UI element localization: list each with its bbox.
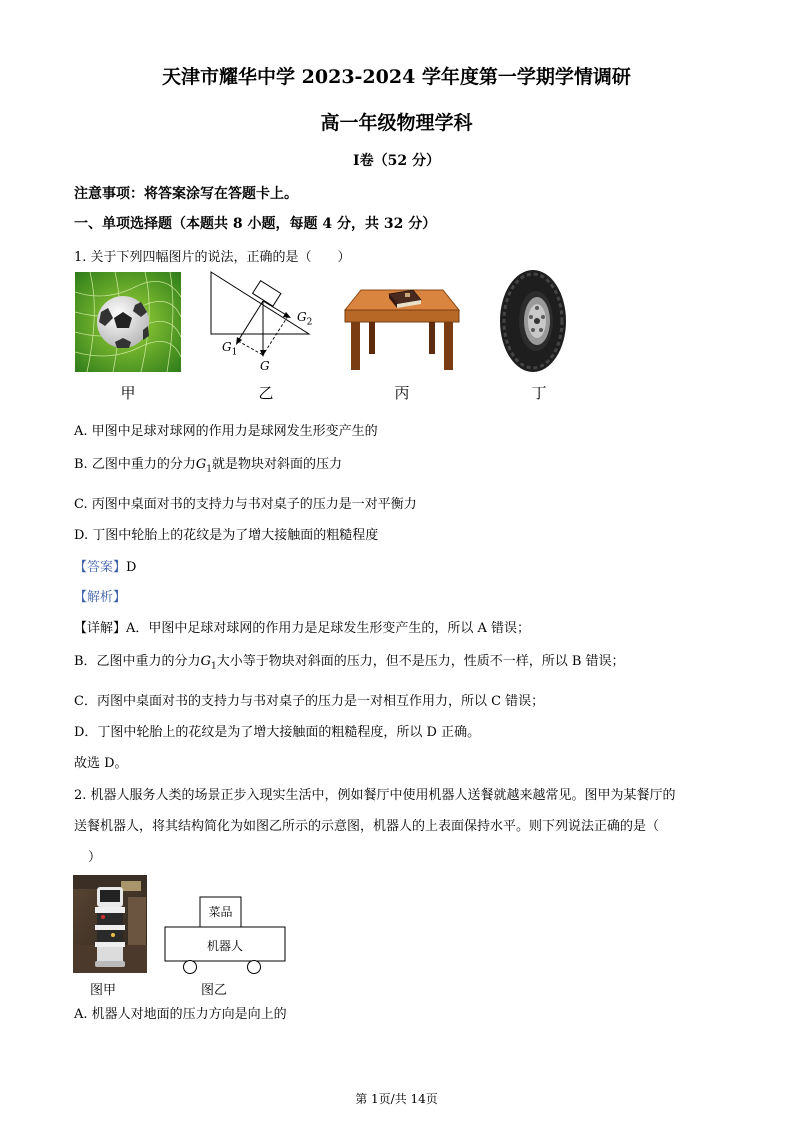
notice: 注意事项：将答案涂写在答题卡上。 xyxy=(74,186,298,202)
figure-bing-table xyxy=(343,284,461,372)
option-c: C. 丙图中桌面对书的支持力与书对桌子的压力是一对平衡力 xyxy=(74,497,417,512)
section-heading: 一、单项选择题（本题共 8 小题，每题 4 分，共 32 分） xyxy=(74,216,437,232)
option-a: A. 甲图中足球对球网的作用力是球网发生形变产生的 xyxy=(74,424,378,439)
figure-robot-schematic xyxy=(163,893,289,975)
figure-yi-incline xyxy=(205,268,315,378)
question-2-stem-line3: ） xyxy=(88,850,102,865)
answer-line xyxy=(74,556,136,575)
label-g2-sub: 2 xyxy=(306,317,313,328)
caption-jia: 甲 xyxy=(120,384,136,402)
label-g: G xyxy=(260,359,270,373)
detail-c: C．丙图中桌面对书的支持力与书对桌子的压力是一对相互作用力，所以 C 错误； xyxy=(74,694,545,709)
figure-robot-photo xyxy=(73,875,147,973)
label-g1-sub: 1 xyxy=(231,347,238,358)
detail-b: B．乙图中重力的分力$G_1$大小等于物块对斜面的压力，但不是压力，性质不一样，所以 B 错误； xyxy=(74,654,625,672)
caption-bing: 丙 xyxy=(394,384,410,402)
answer-tag: 【答案】 xyxy=(74,560,127,575)
exam-subtitle: 高一年级物理学科 xyxy=(320,112,473,134)
caption-figure-b: 图乙 xyxy=(201,983,228,998)
question-2-stem-line1: 2. 机器人服务人类的场景正步入现实生活中，例如餐厅中使用机器人送餐就越来越常见。图甲为某餐厅的 xyxy=(74,788,676,803)
label-g2: G xyxy=(297,310,307,324)
question-1-stem: 1. 关于下列四幅图片的说法，正确的是（ ） xyxy=(74,250,351,265)
figure-ding-tire xyxy=(498,268,568,374)
label-g1: G xyxy=(222,340,232,354)
question-2-stem-line2: 送餐机器人，将其结构简化为如图乙所示的示意图，机器人的上表面保持水平。则下列说法正确的是（ xyxy=(74,819,660,834)
answer-value: D xyxy=(126,560,137,575)
caption-figure-a: 图甲 xyxy=(90,983,117,998)
detail-d: D．丁图中轮胎上的花纹是为了增大接触面的粗糙程度，所以 D 正确。 xyxy=(74,725,481,740)
conclusion: 故选 D。 xyxy=(74,756,128,771)
caption-yi: 乙 xyxy=(258,384,274,402)
option-d: D. 丁图中轮胎上的花纹是为了增大接触面的粗糙程度 xyxy=(74,528,379,543)
caption-ding: 丁 xyxy=(531,384,547,402)
option-b: B. 乙图中重力的分力$G_1$就是物块对斜面的压力 xyxy=(74,457,342,475)
food-label: 菜品 xyxy=(208,905,233,919)
analysis-tag: 【解析】 xyxy=(74,590,127,605)
exam-title: 天津市耀华中学 2023-2024 学年度第一学期学情调研 xyxy=(162,66,631,88)
part-heading: Ⅰ卷（52 分） xyxy=(353,153,440,169)
page-number: 第 1页/共 14页 xyxy=(355,1092,438,1106)
figure-jia-soccer xyxy=(75,272,181,372)
q2-option-a: A. 机器人对地面的压力方向是向上的 xyxy=(74,1007,287,1022)
detail-a: 【详解】A．甲图中足球对球网的作用力是足球发生形变产生的，所以 A 错误； xyxy=(74,621,531,636)
robot-label: 机器人 xyxy=(206,939,243,953)
